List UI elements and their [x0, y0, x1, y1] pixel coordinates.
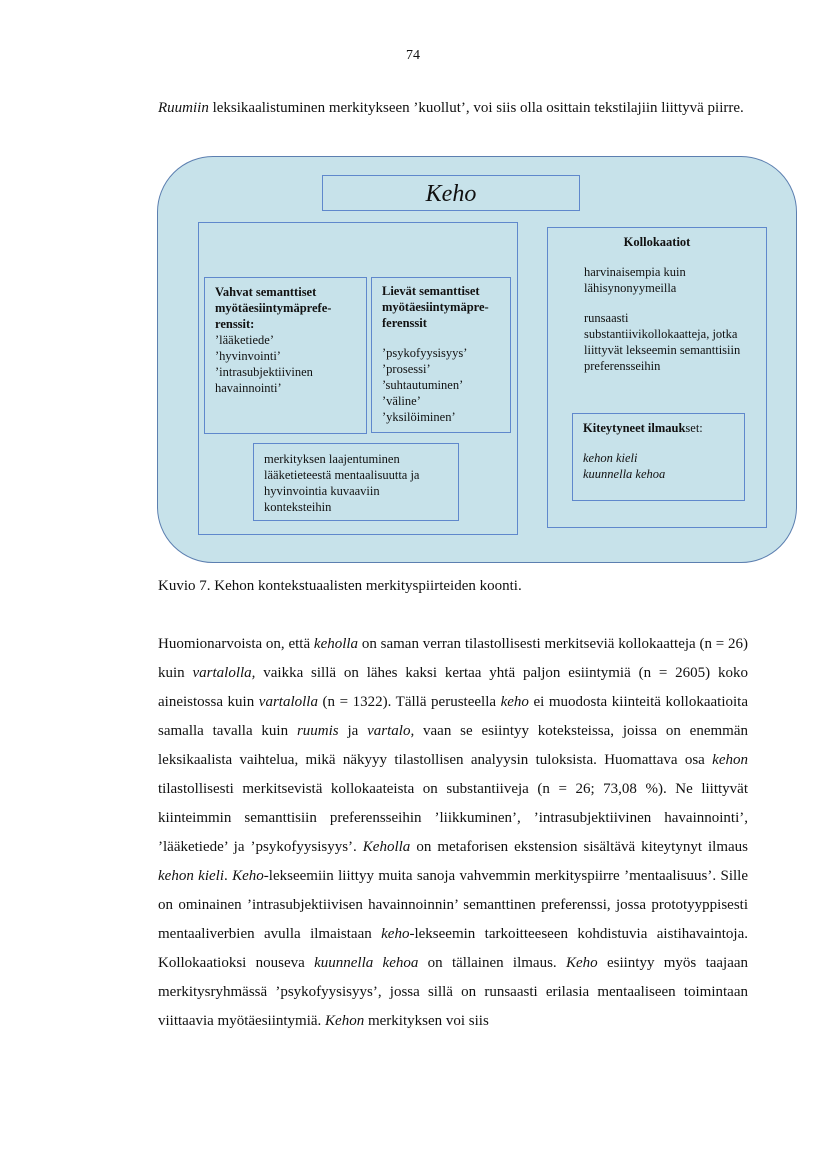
mild-preference-item: ’psykofyysisyys’ — [382, 346, 468, 360]
collocations-title: Kollokaatiot — [623, 235, 691, 249]
figure-caption: Kuvio 7. Kehon kontekstuaalisten merkityspiirteiden koonti. — [158, 578, 522, 594]
strong-preference-item: ’hyvinvointi’ — [215, 349, 281, 363]
collocations-line: harvinaisempia kuin lähisynonyymeilla — [584, 265, 686, 295]
meaning-extension-box: merkityksen laajentuminen lääketieteestä mentaalisuutta ja hyvinvointia kuvaaviin konteksteihin — [253, 443, 459, 521]
intro-paragraph — [158, 94, 748, 123]
mild-preference-item: ’prosessi’ — [382, 362, 431, 376]
strong-preferences-heading: Vahvat semanttiset myötäesiintymäprefe-renssit: — [215, 285, 332, 331]
page-number: 74 — [406, 48, 420, 63]
strong-preference-item: ’lääketiede’ — [215, 333, 274, 347]
mild-preference-item: ’väline’ — [382, 394, 421, 408]
intro-italic-term: Ruumiin — [158, 100, 209, 116]
collocations-line: runsaasti substantiivikollokaatteja, jotka liittyvät lekseemin semanttisiin preferensseihin — [584, 311, 741, 373]
diagram-title: Keho — [322, 175, 580, 211]
intro-text: leksikaalistuminen merkitykseen ’kuollut’, voi siis olla osittain tekstilajiin liittyvä piirre. — [208, 100, 744, 116]
body-paragraph: Huomionarvoista on, että keholla on saman verran tilastollisesti merkitseviä kollokaatteja (n = 26) kuin vartalolla, vaikka sillä on lähes kaksi kertaa yhtä paljon esiintymiä (n = 2605) koko aineistossa kuin vartalolla (n = 1322). Tällä perusteella keho ei muodosta kiinteitä kollokaatioita samalla tavalla kuin ruumis ja vartalo, vaan se esiintyy koteksteissa, joissa on enemmän leksikaalista vaihtelua, mikä näkyyy tilastollisen analyysin tuloksista. Huomattava osa kehon tilastollisesti merkitsevistä kollokaateista on substantiiveja (n = 26; 73,08 %). Ne liittyvät kiinteimmin semanttisiin preferensseihin ’liikkuminen’, ’intrasubjektiivinen havainnointi’, ’lääketiede’ ja ’psykofyysisyys’. Keholla on metaforisen ekstension sisältävä kiteytynyt ilmaus kehon kieli. Keho-lekseemiin liittyy muita sanoja vahvemmin merkityspiirre ’mentaalisuus’. Sille on ominainen ’intrasubjektiivisen havainnoinnin’ semanttinen preferenssi, jossa prototyyppisesti mentaaliverbien avulla ilmaistaan keho-lekseemin tarkoitteeseen kohdistuvia aistihavaintoja. Kollokaatioksi nouseva kuunnella kehoa on tällainen ilmaus. Keho esiintyy myös taajaan merkitysryhmässä ’psykofyysisyys’, jossa sillä on runsaasti erilasia mentaaliseen toimintaan viittaavia myötäesiintymiä. Kehon merkityksen voi siis — [158, 636, 749, 1029]
fixed-expressions-heading: Kiteytyneet ilmaukset: — [583, 421, 703, 435]
mild-preferences-heading: Lievät semanttiset myötäesiintymäpre-ferenssit — [382, 284, 489, 330]
keho-diagram — [157, 156, 797, 563]
fixed-expression-item: kuunnella kehoa — [583, 467, 666, 481]
fixed-expressions-box — [572, 413, 745, 501]
strong-preferences-box — [204, 277, 367, 434]
mild-preference-item: ’yksilöiminen’ — [382, 410, 456, 424]
mild-preferences-box — [371, 277, 511, 433]
mild-preference-item: ’suhtautuminen’ — [382, 378, 464, 392]
strong-preference-item: ’intrasubjektiivinen havainnointi’ — [215, 365, 313, 395]
fixed-expression-item: kehon kieli — [583, 451, 638, 465]
